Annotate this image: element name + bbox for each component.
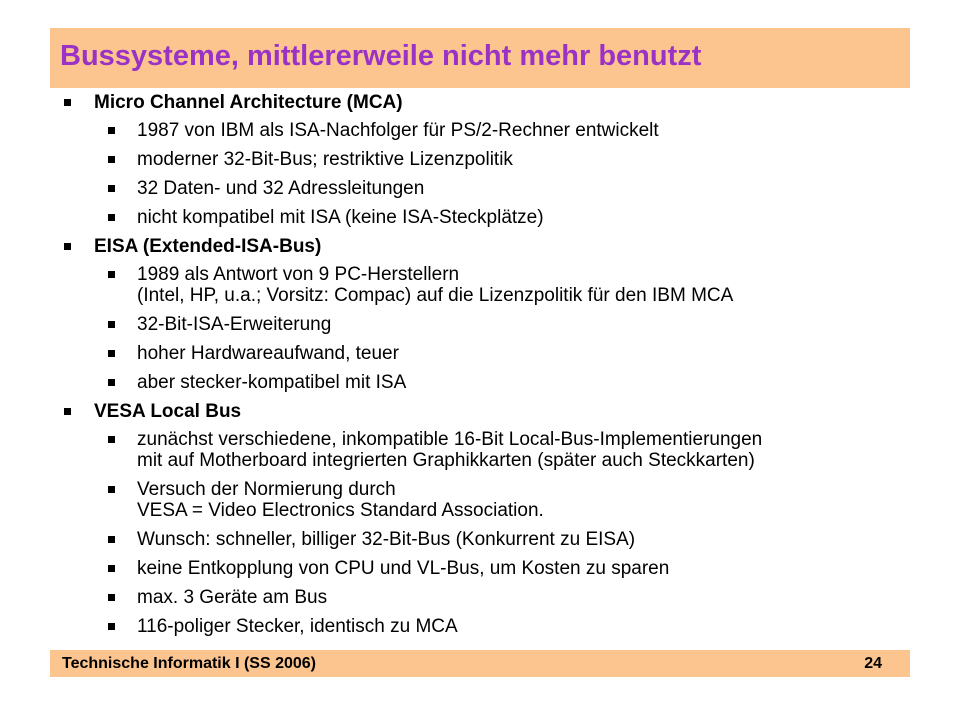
list-item-text: keine Entkopplung von CPU und VL-Bus, um Kosten zu sparen xyxy=(137,558,670,579)
list-item-text: zunächst verschiedene, inkompatible 16-Bit Local-Bus-Implementierungen mit auf Motherboard integrierten Graphikkarten (später auch Steckkarten) xyxy=(137,429,763,471)
section-heading-text: EISA (Extended-ISA-Bus) xyxy=(94,236,322,257)
square-bullet-icon xyxy=(108,156,115,163)
list-item xyxy=(62,587,922,608)
section-heading-text: VESA Local Bus xyxy=(94,401,242,422)
list-item-text: 1989 als Antwort von 9 PC-Herstellern (Intel, HP, u.a.; Vorsitz: Compac) auf die Lizenzpolitik für den IBM MCA xyxy=(137,264,734,306)
list-item-text: nicht kompatibel mit ISA (keine ISA-Steckplätze) xyxy=(137,207,544,228)
square-bullet-icon xyxy=(108,594,115,601)
list-item xyxy=(62,207,922,228)
square-bullet-icon xyxy=(108,350,115,357)
title-bar xyxy=(50,28,910,88)
list-item-text: 32-Bit-ISA-Erweiterung xyxy=(137,314,332,335)
page-number: 24 xyxy=(864,655,882,672)
list-item xyxy=(62,120,922,141)
square-bullet-icon xyxy=(64,243,71,250)
section-heading-text: Micro Channel Architecture (MCA) xyxy=(94,92,403,113)
slide-content xyxy=(62,92,922,645)
list-item-text: max. 3 Geräte am Bus xyxy=(137,587,328,608)
list-item xyxy=(62,429,922,471)
section-mca xyxy=(62,92,922,228)
section-heading xyxy=(62,401,922,423)
square-bullet-icon xyxy=(108,127,115,134)
section-heading xyxy=(62,92,922,114)
square-bullet-icon xyxy=(108,565,115,572)
square-bullet-icon xyxy=(64,408,71,415)
list-item-text: 116-poliger Stecker, identisch zu MCA xyxy=(137,616,458,637)
list-item xyxy=(62,264,922,306)
list-item xyxy=(62,558,922,579)
list-item xyxy=(62,616,922,637)
list-item xyxy=(62,314,922,335)
list-item xyxy=(62,149,922,170)
list-item xyxy=(62,479,922,521)
square-bullet-icon xyxy=(64,99,71,106)
list-item xyxy=(62,343,922,364)
square-bullet-icon xyxy=(108,536,115,543)
list-item-text: Versuch der Normierung durch VESA = Video Electronics Standard Association. xyxy=(137,479,544,521)
list-item xyxy=(62,529,922,550)
section-eisa xyxy=(62,236,922,393)
list-item-text: Wunsch: schneller, billiger 32-Bit-Bus (Konkurrent zu EISA) xyxy=(137,529,636,550)
square-bullet-icon xyxy=(108,185,115,192)
course-label: Technische Informatik I (SS 2006) xyxy=(62,655,317,672)
list-item-text: 1987 von IBM als ISA-Nachfolger für PS/2-Rechner entwickelt xyxy=(137,120,659,141)
list-item-text: moderner 32-Bit-Bus; restriktive Lizenzpolitik xyxy=(137,149,513,170)
square-bullet-icon xyxy=(108,486,115,493)
section-vesa xyxy=(62,401,922,637)
square-bullet-icon xyxy=(108,214,115,221)
square-bullet-icon xyxy=(108,379,115,386)
list-item xyxy=(62,178,922,199)
square-bullet-icon xyxy=(108,271,115,278)
square-bullet-icon xyxy=(108,321,115,328)
square-bullet-icon xyxy=(108,436,115,443)
square-bullet-icon xyxy=(108,623,115,630)
list-item-text: hoher Hardwareaufwand, teuer xyxy=(137,343,399,364)
slide-title: Bussysteme, mittlererweile nicht mehr benutzt xyxy=(60,40,702,72)
footer-bar xyxy=(50,650,910,677)
section-heading xyxy=(62,236,922,258)
list-item-text: 32 Daten- und 32 Adressleitungen xyxy=(137,178,425,199)
list-item-text: aber stecker-kompatibel mit ISA xyxy=(137,372,407,393)
list-item xyxy=(62,372,922,393)
